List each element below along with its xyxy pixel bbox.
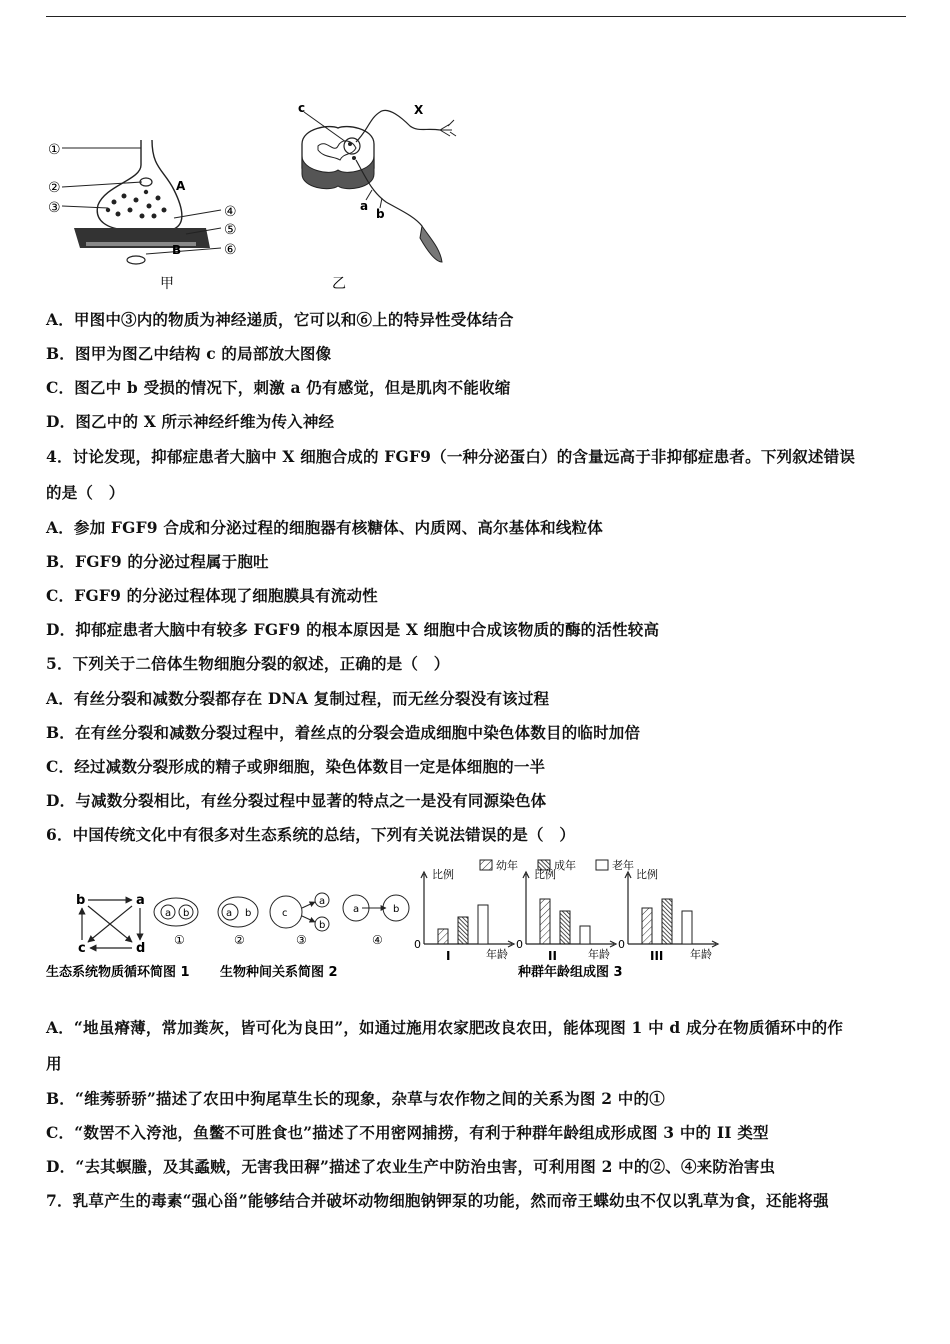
q5-stem: 5．下列关于二倍体生物细胞分裂的叙述，正确的是（ ） bbox=[46, 654, 450, 673]
q6-option-a-line1: A．“地虽瘠薄，常加粪灰，皆可化为良田”，如通过施用农家肥改良农田，能体现图 1 中 d 成分在物质循环中的作 bbox=[46, 1018, 844, 1037]
q4-option-c: C．FGF9 的分泌过程体现了细胞膜具有流动性 bbox=[46, 586, 378, 605]
label-c: c bbox=[298, 101, 306, 115]
chart-2-bar-2 bbox=[560, 911, 570, 944]
svg-text:b: b bbox=[183, 908, 190, 919]
chart-2-xlabel: 年龄 bbox=[588, 948, 610, 961]
svg-text:a: a bbox=[353, 904, 360, 915]
label-a: a bbox=[360, 199, 369, 213]
svg-text:b: b bbox=[245, 908, 252, 919]
q4-stem-line1: 4．讨论发现，抑郁症患者大脑中 X 细胞合成的 FGF9（一种分泌蛋白）的含量远高于非抑郁症患者。下列叙述错误 bbox=[46, 447, 856, 466]
q6-option-d: D．“去其螟螣，及其蟊贼，无害我田稺”描述了农业生产中防治虫害，可利用图 2 中的②、④来防治害虫 bbox=[46, 1157, 776, 1176]
svg-text:b: b bbox=[319, 920, 326, 931]
fig1-caption: 生态系统物质循环简图 1 bbox=[46, 965, 190, 980]
fig1-node-c: c bbox=[78, 941, 86, 956]
legend-old: 老年 bbox=[612, 859, 634, 872]
chart-1-ylabel: 比例 bbox=[432, 868, 454, 881]
label-6: ⑥ bbox=[224, 242, 237, 258]
fig3-legend bbox=[480, 858, 634, 872]
fig1-material-cycle bbox=[46, 893, 190, 980]
mitochondrion-lower bbox=[127, 256, 145, 264]
svg-text:a: a bbox=[226, 908, 233, 919]
caption-jia: 甲 bbox=[160, 276, 174, 292]
chart-3-bar-2 bbox=[662, 899, 672, 944]
q3-option-a: A．甲图中③内的物质为神经递质，它可以和⑥上的特异性受体结合 bbox=[46, 310, 514, 329]
label-X: X bbox=[414, 103, 424, 117]
fig3-age-structure-charts bbox=[414, 867, 718, 963]
q5-option-a: A．有丝分裂和减数分裂都存在 DNA 复制过程，而无丝分裂没有该过程 bbox=[46, 689, 550, 708]
q3-option-d: D．图乙中的 X 所示神经纤维为传入神经 bbox=[46, 412, 335, 431]
figure-yi-reflex-arc bbox=[290, 98, 470, 298]
label-5: ⑤ bbox=[224, 222, 237, 238]
synaptic-vesicles bbox=[106, 190, 167, 219]
fig2-num-2: ② bbox=[234, 933, 245, 947]
q3-option-b: B．图甲为图乙中结构 c 的局部放大图像 bbox=[46, 344, 332, 363]
chart-2-bar-1 bbox=[540, 899, 550, 944]
chart-1-origin: 0 bbox=[414, 938, 421, 951]
q6-option-a-line2: 用 bbox=[46, 1054, 62, 1073]
chart-2-ylabel: 比例 bbox=[534, 868, 556, 881]
fig2-num-3: ③ bbox=[296, 933, 307, 947]
label-4: ④ bbox=[224, 204, 237, 220]
figure-q6-row bbox=[40, 852, 720, 992]
chart-1-xlabel: 年龄 bbox=[486, 948, 508, 961]
chart-3-xlabel: 年龄 bbox=[690, 948, 712, 961]
q6-option-c: C．“数罟不入洿池，鱼鳖不可胜食也”描述了不用密网捕捞，有利于种群年龄组成形成图 3 中的 II 类型 bbox=[46, 1123, 769, 1142]
chart-3-ylabel: 比例 bbox=[636, 868, 658, 881]
chart-2-origin: 0 bbox=[516, 938, 523, 951]
q6-option-b: B．“维莠骄骄”描述了农田中狗尾草生长的现象，杂草与农作物之间的关系为图 2 中的① bbox=[46, 1089, 665, 1108]
svg-text:b: b bbox=[393, 904, 400, 915]
letter-B: B bbox=[172, 243, 182, 257]
top-rule bbox=[46, 16, 906, 17]
label-2: ② bbox=[48, 180, 61, 196]
q5-option-b: B．在有丝分裂和减数分裂过程中，着丝点的分裂会造成细胞中染色体数目的临时加倍 bbox=[46, 723, 641, 742]
fig2-species-relations bbox=[154, 893, 409, 980]
figure-jia-synapse bbox=[46, 130, 256, 300]
chart-1-bar-2 bbox=[458, 917, 468, 944]
fig1-node-a: a bbox=[136, 893, 145, 908]
svg-text:a: a bbox=[319, 896, 326, 907]
chart-2-type-label: II bbox=[548, 949, 557, 963]
chart-1-bar-1 bbox=[438, 929, 448, 944]
fig1-node-b: b bbox=[76, 893, 86, 908]
q3-option-c: C．图乙中 b 受损的情况下，刺激 a 仍有感觉，但是肌肉不能收缩 bbox=[46, 378, 511, 397]
fig2-num-1: ① bbox=[174, 933, 185, 947]
chart-1-bar-3 bbox=[478, 905, 488, 944]
label-3: ③ bbox=[48, 200, 61, 216]
q4-option-d: D．抑郁症患者大脑中有较多 FGF9 的根本原因是 X 细胞中合成该物质的酶的活性较高 bbox=[46, 620, 660, 639]
letter-A: A bbox=[176, 179, 186, 193]
label-b: b bbox=[376, 207, 385, 221]
q4-stem-line2: 的是（ ） bbox=[46, 483, 125, 502]
q5-option-c: C．经过减数分裂形成的精子或卵细胞，染色体数目一定是体细胞的一半 bbox=[46, 757, 546, 776]
svg-text:c: c bbox=[282, 908, 288, 919]
fig3-caption: 种群年龄组成图 3 bbox=[518, 965, 623, 980]
receptor-endings bbox=[440, 120, 456, 136]
svg-text:a: a bbox=[165, 908, 172, 919]
fig2-caption: 生物种间关系简图 2 bbox=[220, 965, 338, 980]
q5-option-d: D．与减数分裂相比，有丝分裂过程中显著的特点之一是没有同源染色体 bbox=[46, 791, 547, 810]
legend-young: 幼年 bbox=[496, 859, 518, 872]
q4-option-a: A．参加 FGF9 合成和分泌过程的细胞器有核糖体、内质网、高尔基体和线粒体 bbox=[46, 518, 603, 537]
q4-option-b: B．FGF9 的分泌过程属于胞吐 bbox=[46, 552, 269, 571]
chart-2-bar-3 bbox=[580, 926, 590, 944]
chart-3-origin: 0 bbox=[618, 938, 625, 951]
muscle-effector bbox=[420, 226, 442, 262]
chart-3-bar-3 bbox=[682, 911, 692, 944]
q7-stem: 7．乳草产生的毒素“强心甾”能够结合并破坏动物细胞钠钾泵的功能，然而帝王蝶幼虫不仅以乳草为食，还能将强 bbox=[46, 1191, 829, 1210]
label-1: ① bbox=[48, 142, 61, 158]
chart-3-type-label: III bbox=[650, 949, 664, 963]
fig1-node-d: d bbox=[136, 941, 146, 956]
caption-yi: 乙 bbox=[332, 276, 346, 292]
q6-stem: 6．中国传统文化中有很多对生态系统的总结，下列有关说法错误的是（ ） bbox=[46, 825, 576, 844]
chart-1-type-label: I bbox=[446, 949, 451, 963]
fig2-num-4: ④ bbox=[372, 933, 383, 947]
legend-adult: 成年 bbox=[554, 859, 576, 872]
chart-3-bar-1 bbox=[642, 908, 652, 944]
